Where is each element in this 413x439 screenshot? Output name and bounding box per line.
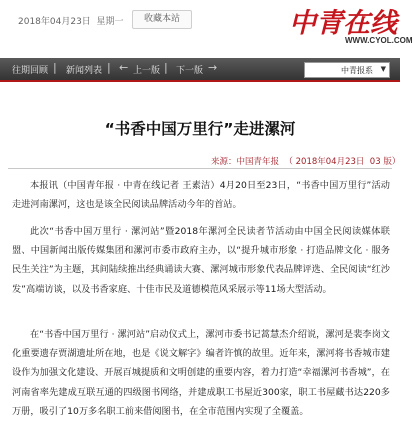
arrow-left-icon[interactable]: ← [119,61,129,74]
article-paragraph: 本报讯（中国青年报 · 中青在线记者 王素洁）4月20日至23日，“书香中国万里行”活动走进河南漯河，这也是该全民阅读品牌活动今年的首站。 [12,180,390,211]
logo-mark: 中青在线 [289,8,397,39]
nav-next-page[interactable]: 下一版 [176,66,204,76]
article-page: 03 版） [369,157,401,167]
nav-prev-page[interactable]: 上一版 [133,66,161,76]
date-text: 2018年04月23日 [18,17,91,27]
chevron-down-icon: ▼ [380,65,386,73]
separator-icon: | [164,61,168,74]
article-paragraph: 此次“书香中国万里行 · 漯河站”暨2018年漯河全民读者节活动由中国全民阅读媒体联盟、中国新闻出版传媒集团和漯河市委市政府主办，以“提升城市形象 · 打造品牌文化 · 服务民生关注”为主题，其间陆续推出经典诵读大赛、漯河城市形象代表品牌评选、全民阅读“红沙发”高端访谈，以及书香家庭、十佳市民及道德模范风采展示等11场大型活动。 [12,226,390,295]
site-header [0,0,413,57]
article-date: （ 2018年04月23日 [284,157,365,167]
weekday-text: 星期一 [96,17,124,27]
add-favorite-button[interactable]: 收藏本站 [132,10,192,29]
separator-icon: | [107,61,111,74]
article-title: “书香中国万里行”走进漯河 [104,120,296,138]
separator-icon: | [53,61,57,74]
newspaper-select[interactable] [304,62,390,78]
header-date [18,14,124,27]
article-paragraph: 在“书香中国万里行 · 漯河站”启动仪式上，漯河市委书记蒿慧杰介绍说，漯河是裴李岗文化重要遗存贾湖遗址所在地，也是《说文解字》编者许慎的故里。近年来，漯河将书香城市建设作为加强文化建设、开展百城提质和文明创建的重要内容，着力打造“幸福漯河书香城”，在河南省率先建成互联互通的四级图书网络，并建成职工书屋近300家，职工书屋藏书达220多万册，吸引了10万多名职工前来借阅图书，在全市范围内实现了全覆盖。 [12,329,390,417]
logo-url: WWW.CYOL.COM [345,36,413,45]
nav-news-list[interactable]: 新闻列表 [66,66,103,76]
newspaper-select-value: 中青报系 [341,66,373,75]
site-logo[interactable] [283,1,413,49]
nav-past-issues[interactable]: 往期回顾 [12,66,49,76]
arrow-right-icon[interactable]: → [208,61,218,74]
divider [8,168,392,169]
article-source-line [211,155,400,167]
article-source: 来源：中国青年报 [211,157,280,167]
